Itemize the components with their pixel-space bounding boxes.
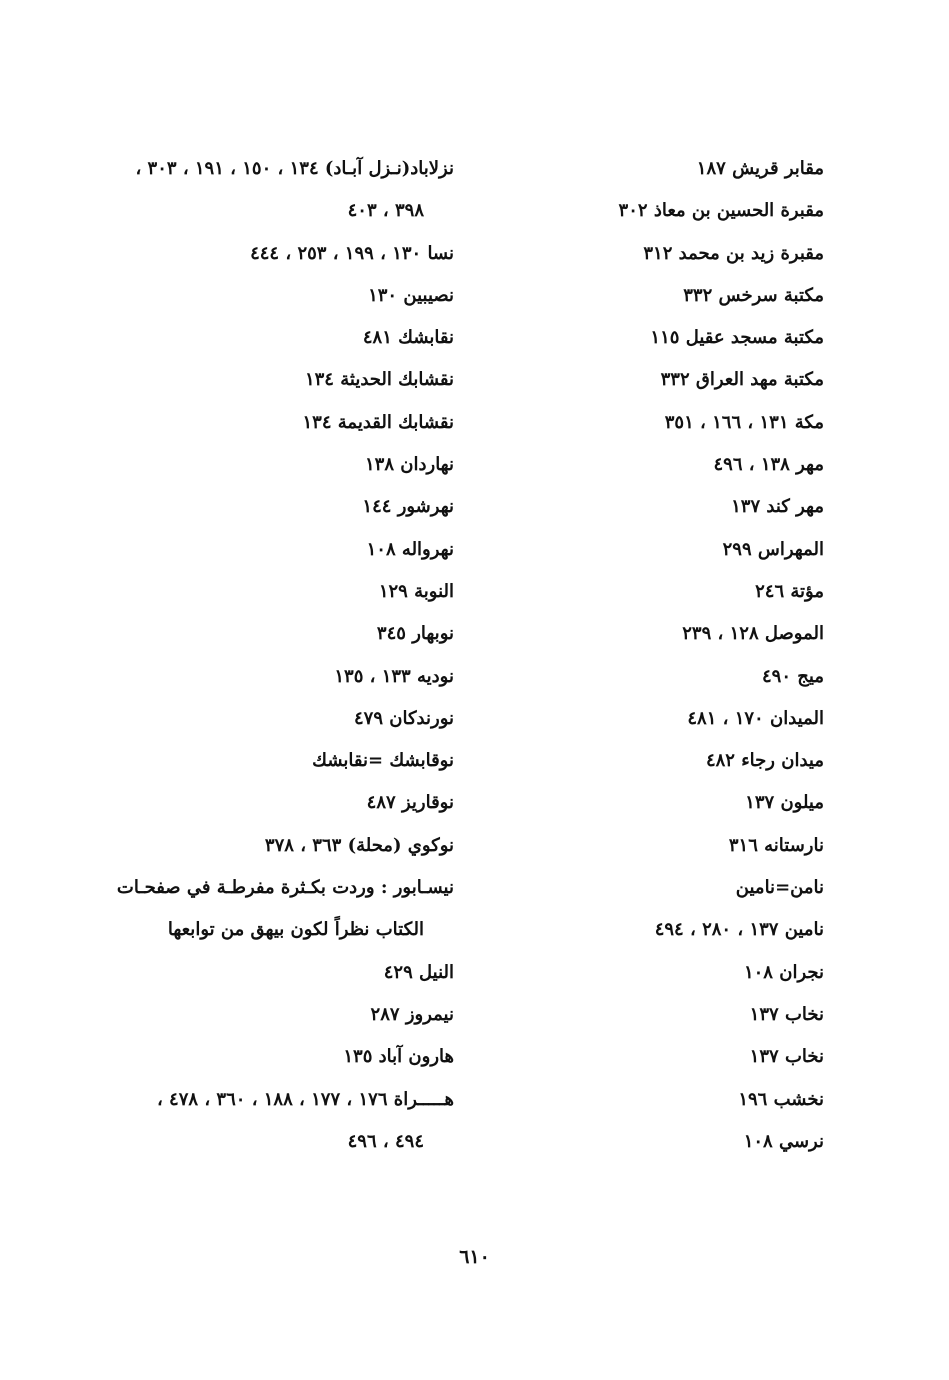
- index-entry: نوكوي (محلة) ٣٦٣ ، ٣٧٨: [264, 834, 454, 856]
- index-entry: نقشابك الحديثة ١٣٤: [304, 369, 454, 391]
- index-entry: مكة ١٣١ ، ١٦٦ ، ٣٥١: [664, 411, 824, 433]
- index-entry: ميدان رجاء ٤٨٢: [705, 750, 824, 772]
- index-entry: نوبهار ٣٤٥: [376, 623, 454, 645]
- index-entry: نخاب ١٣٧: [749, 1003, 824, 1025]
- index-entry: ميلون ١٣٧: [745, 792, 824, 814]
- index-entry: نسا ١٣٠ ، ١٩٩ ، ٢٥٣ ، ٤٤٤: [250, 242, 454, 264]
- index-entry: نرسي ١٠٨: [743, 1130, 824, 1152]
- index-entry: مقبرة الحسين بن معاذ ٣٠٢: [618, 200, 824, 222]
- index-entry: مكتبة سرخس ٣٣٢: [683, 284, 824, 306]
- index-entry: نهاردان ١٣٨: [364, 454, 454, 476]
- index-entry-continuation: ٣٩٨ ، ٤٠٣: [347, 200, 424, 222]
- index-entry: نيسـابور : وردت بكـثرة مفرطـة في صفحـات: [116, 877, 454, 899]
- index-entry: هارون آباد ١٣٥: [343, 1046, 454, 1068]
- index-entry: نقابشك ٤٨١: [362, 327, 454, 349]
- index-entry: مهر ١٣٨ ، ٤٩٦: [713, 454, 824, 476]
- index-entry: نوقاريز ٤٨٧: [366, 792, 454, 814]
- index-entry: نخاب ١٣٧: [749, 1046, 824, 1068]
- index-column-right: [484, 148, 824, 1163]
- index-entry: نصيبين ١٣٠: [368, 284, 454, 306]
- index-entry: نيمروز ٢٨٧: [370, 1003, 454, 1025]
- index-entry: نخشب ١٩٦: [738, 1088, 824, 1110]
- index-entry: نهرشور ١٤٤: [362, 496, 454, 518]
- page-number: ٦١٠: [459, 1246, 490, 1268]
- index-entry: مكتبة مهد العراق ٣٣٢: [660, 369, 824, 391]
- index-entry-continuation: الكتاب نظراً لكون بيهق من توابعها: [167, 919, 424, 941]
- index-entry: نورندكان ٤٧٩: [353, 707, 454, 729]
- index-entry: نامن=نامين: [735, 877, 824, 899]
- index-entry: مؤتة ٢٤٦: [755, 580, 824, 602]
- index-column-left: [109, 148, 454, 1163]
- index-entry: النيل ٤٢٩: [383, 961, 454, 983]
- index-entry-continuation: ٤٩٤ ، ٤٩٦: [347, 1130, 424, 1152]
- index-entry: نارستانه ٣١٦: [728, 834, 824, 856]
- index-entry: نوديه ١٣٣ ، ١٣٥: [334, 665, 454, 687]
- index-entry: مكتبة مسجد عقيل ١١٥: [650, 327, 824, 349]
- index-entry: مقابر قريش ١٨٧: [696, 158, 824, 179]
- index-entry: نهرواله ١٠٨: [366, 538, 454, 560]
- index-entry: نامين ١٣٧ ، ٢٨٠ ، ٤٩٤: [654, 919, 824, 941]
- index-entry: نزلاباد(نـزل آبـاد) ١٣٤ ، ١٥٠ ، ١٩١ ، ٣٠٣ ،: [135, 158, 454, 179]
- index-entry: هـــــراة ١٧٦ ، ١٧٧ ، ١٨٨ ، ٣٦٠ ، ٤٧٨ ،: [156, 1088, 454, 1110]
- index-entry: الميدان ١٧٠ ، ٤٨١: [687, 707, 824, 729]
- index-entry: نقشابك القديمة ١٣٤: [302, 411, 454, 433]
- index-entry: مقبرة زيد بن محمد ٣١٢: [643, 242, 824, 264]
- index-entry: ميج ٤٩٠: [762, 665, 824, 687]
- index-entry: المهراس ٢٩٩: [722, 538, 824, 560]
- index-entry: نوقابشك =نقابشك: [312, 750, 454, 772]
- index-entry: نجران ١٠٨: [743, 961, 824, 983]
- index-entry: الموصل ١٢٨ ، ٢٣٩: [682, 623, 824, 645]
- index-entry: النوبة ١٢٩: [378, 580, 454, 602]
- index-entry: مهر كند ١٣٧: [731, 496, 824, 518]
